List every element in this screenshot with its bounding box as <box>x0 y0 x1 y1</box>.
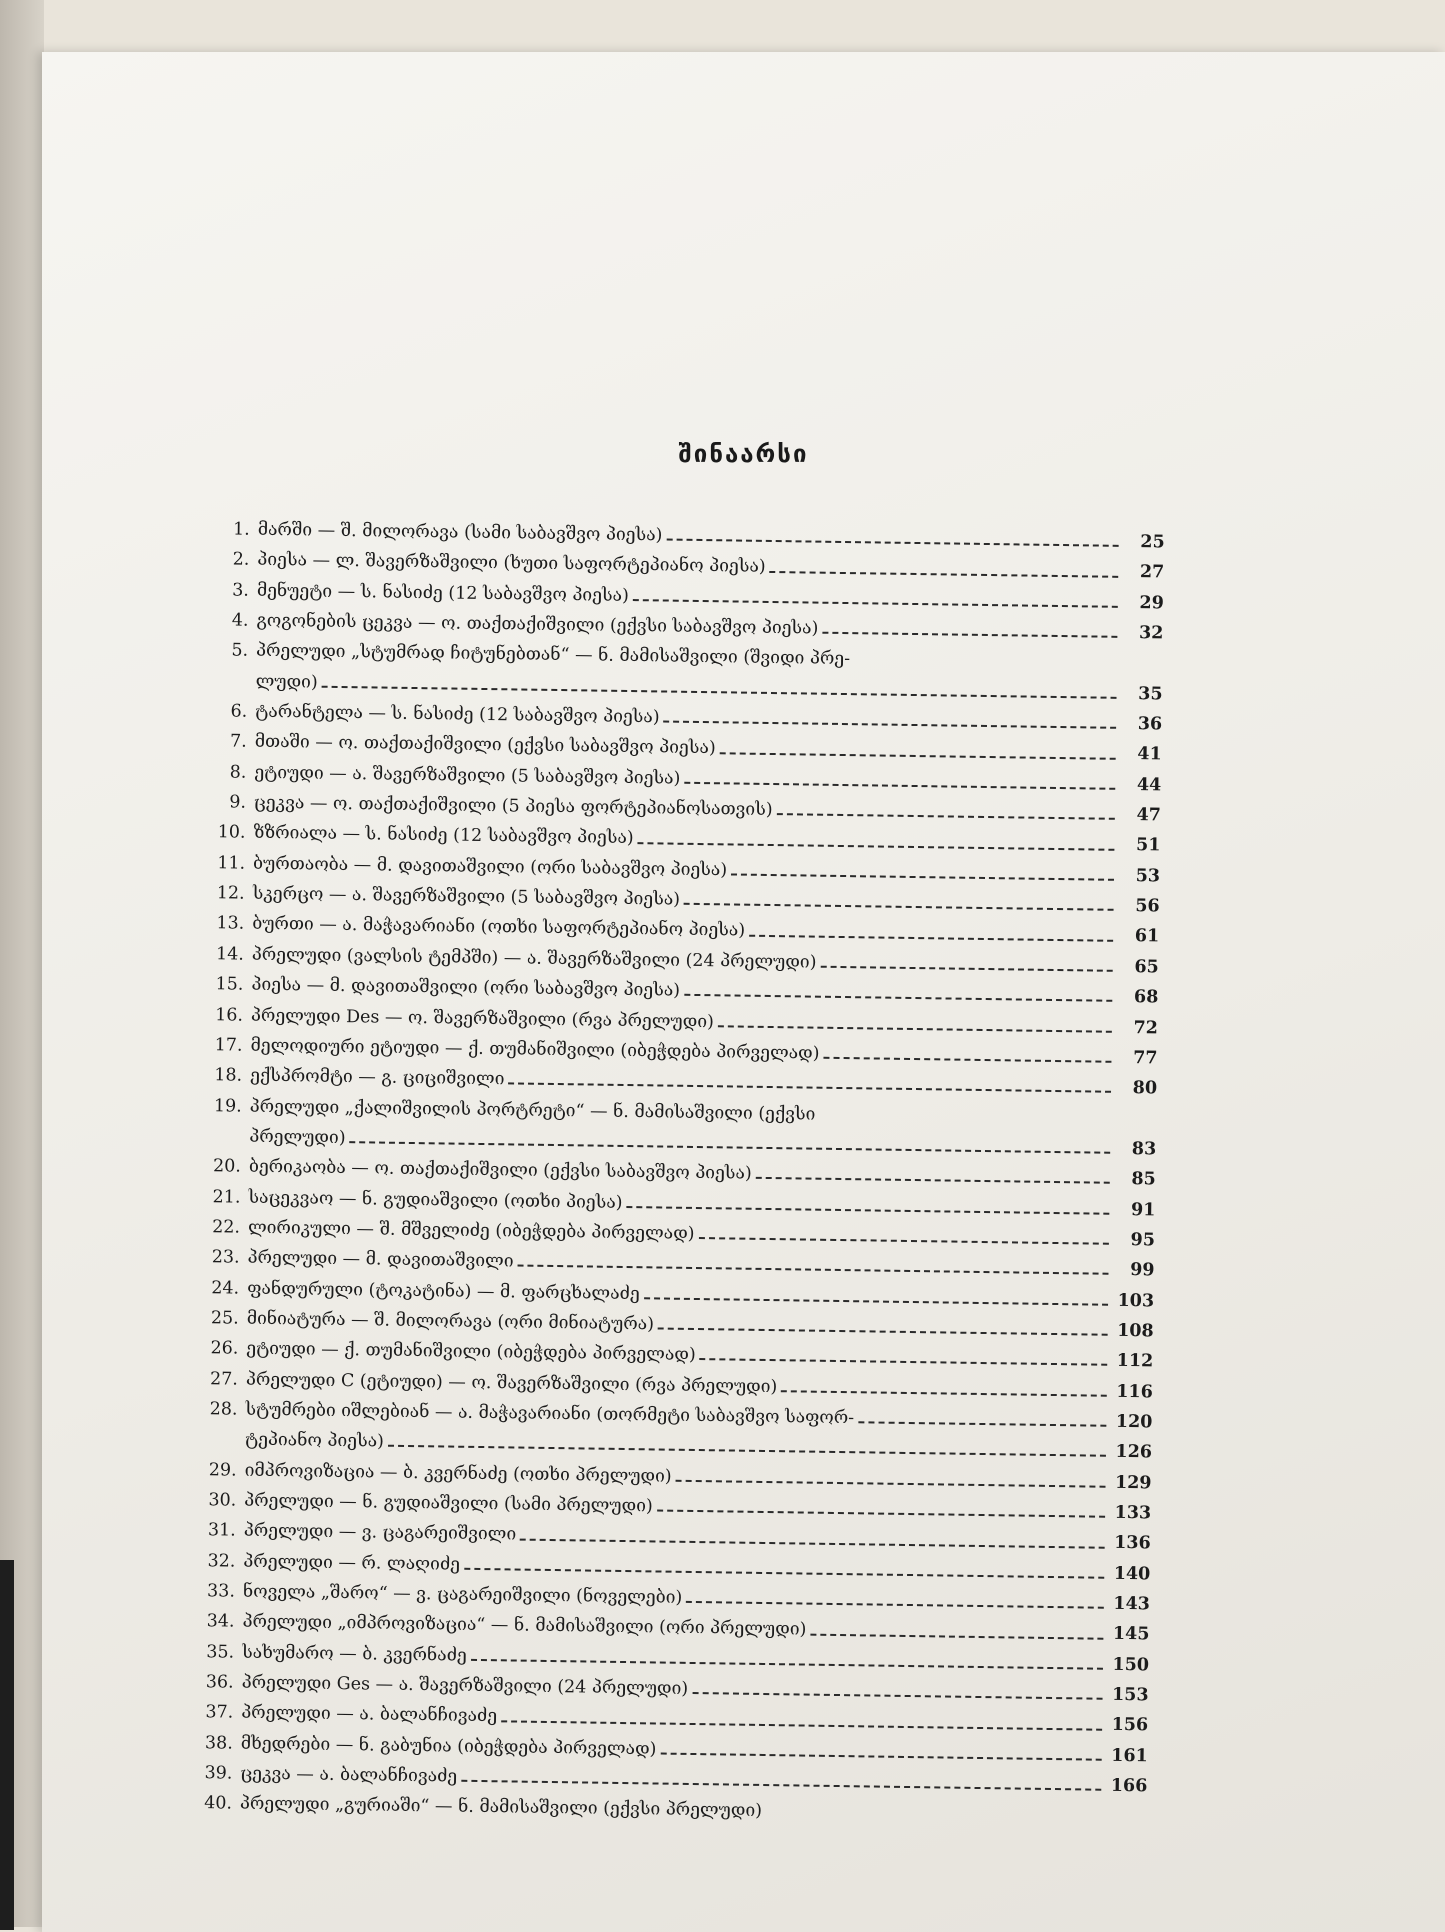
toc-entry-title: საცეკვაო — ნ. გუდიაშვილი (ოთხი პიესა) <box>248 1187 623 1213</box>
toc-entry-title: მინიატურა — შ. მილორავა (ორი მინიატურა) <box>246 1308 655 1335</box>
toc-dot-leader <box>756 1177 1110 1184</box>
toc-dot-leader <box>508 1083 1111 1093</box>
toc-dot-leader <box>684 994 1112 1002</box>
toc-entry-title: პრელუდი „იმპროვიზაცია“ — ნ. მამისაშვილი (ორი პრელუდი) <box>242 1612 807 1640</box>
toc-entry-page-number: 156 <box>1111 1715 1149 1736</box>
toc-entry-number: 18. <box>214 1065 243 1086</box>
toc-entry-page-number: 36 <box>1137 714 1163 735</box>
toc-dot-leader <box>501 1720 1102 1730</box>
toc-entry-page-number: 145 <box>1112 1624 1150 1645</box>
toc-entry-number: 17. <box>214 1035 243 1056</box>
toc-entry-title: სკერცო — ა. შავერზაშვილი (5 საბავშვო პიესა) <box>252 883 681 910</box>
toc-entry-page-number: 44 <box>1136 774 1162 796</box>
toc-dot-leader <box>676 1480 1106 1488</box>
toc-entry-page-number: 153 <box>1111 1684 1149 1706</box>
toc-entry-title: იმპროვიზაცია — ბ. კვერნაძე (ოთხი პრელუდი) <box>244 1460 672 1487</box>
toc-entry-number: 20. <box>212 1156 242 1177</box>
toc-entry-number: 14. <box>215 944 244 965</box>
toc-entry-title: ცეკვა — ა. ბალანჩივაძე <box>240 1763 458 1787</box>
toc-dot-leader <box>461 1780 1101 1791</box>
toc-entry-number: 15. <box>215 974 244 995</box>
book-page <box>42 52 1445 1932</box>
toc-entry-title: პიესა — მ. დავითაშვილი (ორი საბავშვო პიესა) <box>251 974 681 1001</box>
toc-dot-leader <box>520 1538 1105 1548</box>
toc-entry-number: 36. <box>205 1672 234 1693</box>
toc-entry-page-number: 136 <box>1114 1533 1151 1554</box>
toc-dot-leader <box>388 1445 1106 1457</box>
toc-entry-page-number: 32 <box>1138 623 1164 644</box>
toc-entry-number: 5. <box>231 640 249 662</box>
toc-entry-number: 27. <box>209 1368 239 1390</box>
toc-entry-page-number: 83 <box>1131 1138 1157 1160</box>
toc-entry-title: პრელუდი — ვ. ცაგარეიშვილი <box>243 1521 517 1545</box>
toc-dot-leader <box>684 903 1114 911</box>
toc-entry-page-number: 95 <box>1130 1229 1156 1251</box>
toc-entry-title: გოგონების ცეკვა — ო. თაქთაქიშვილი (ექვსი საბავშვო პიესა) <box>256 610 819 639</box>
toc-entry-page-number: 80 <box>1132 1078 1158 1099</box>
toc-dot-leader <box>633 599 1118 608</box>
toc-entry-title: ექსპრომტი — გ. ციციშვილი <box>250 1065 505 1090</box>
toc-entry-number: 31. <box>207 1520 236 1541</box>
table-of-contents <box>182 514 1165 1832</box>
toc-entry-title: სტუმრები იშლებიან — ა. მაჭავარიანი (თორმეტი საბავშვო საფორ- <box>245 1399 855 1429</box>
toc-dot-leader <box>626 1206 1109 1215</box>
toc-entry-page-number: 41 <box>1137 744 1162 765</box>
toc-entry-page-number: 166 <box>1110 1775 1148 1797</box>
toc-entry-page-number: 29 <box>1139 592 1164 614</box>
toc-entry-page-number: 77 <box>1132 1047 1158 1069</box>
toc-entry-number: 30. <box>208 1490 237 1511</box>
toc-entry-page-number: 25 <box>1140 532 1165 553</box>
toc-entry-title: პრელუდი Ges — ა. შავერზაშვილი (24 პრელუდი) <box>241 1672 689 1699</box>
toc-entry-title: პრელუდი) <box>249 1126 346 1148</box>
toc-entry-number: 2. <box>232 549 250 571</box>
toc-entry-title: პრელუდი — ა. ბალანჩივაძე <box>241 1703 498 1727</box>
toc-entry-number: 29. <box>208 1459 237 1481</box>
toc-dot-leader <box>720 752 1116 760</box>
toc-entry-title: ბურთი — ა. მაჭავარიანი (ოთხი საფორტეპიანო პიესა) <box>252 914 746 942</box>
toc-entry-page-number: 143 <box>1113 1593 1151 1615</box>
toc-entry-number: 40. <box>204 1793 233 1815</box>
toc-entry-title: პრელუდი (ვალსის ტემპში) — ა. შავერზაშვილი (24 პრელუდი) <box>251 944 817 973</box>
toc-entry-title: პრელუდი C (ეტიუდი) — ო. შავერზაშვილი (რვა პრელუდი) <box>245 1369 778 1397</box>
toc-dot-leader <box>350 1141 1111 1154</box>
toc-dot-leader <box>858 1421 1106 1426</box>
toc-entry-page-number: 35 <box>1138 683 1163 705</box>
toc-dot-leader <box>822 632 1117 638</box>
toc-entry-title: მარში — შ. მილორავა (სამი საბავშვო პიესა) <box>257 519 663 546</box>
toc-dot-leader <box>718 1025 1112 1033</box>
toc-dot-leader <box>820 966 1112 972</box>
toc-dot-leader <box>823 1057 1111 1063</box>
toc-entry-title: მხედრები — ნ. გაბუნია (იბეჭდება პირველად) <box>240 1733 657 1760</box>
page-title: შინაარსი <box>678 440 809 468</box>
toc-entry-title: პრელუდი — რ. ლაღიძე <box>243 1551 461 1575</box>
toc-dot-leader <box>700 1359 1108 1367</box>
toc-dot-leader <box>664 721 1117 729</box>
toc-entry-page-number: 150 <box>1112 1654 1150 1676</box>
toc-entry-title: ლუდი) <box>255 671 318 693</box>
toc-entry-number: 22. <box>212 1217 241 1238</box>
toc-entry-number: 23. <box>211 1247 240 1268</box>
toc-entry-title: პრელუდი „ქალიშვილის პორტრეტი“ — ნ. მამისაშვილი (ექვსი <box>249 1096 816 1125</box>
toc-entry-number: 19. <box>213 1095 242 1117</box>
toc-entry-title: პრელუდი — მ. დავითაშვილი <box>247 1247 514 1272</box>
toc-entry-page-number: 91 <box>1130 1199 1156 1220</box>
toc-entry-page-number: 56 <box>1135 896 1160 917</box>
toc-entry-number: 10. <box>217 822 246 844</box>
toc-dot-leader <box>684 782 1115 790</box>
toc-dot-leader <box>686 1601 1104 1609</box>
toc-entry-page-number: 72 <box>1133 1017 1159 1038</box>
toc-entry-number: 38. <box>204 1732 233 1754</box>
toc-dot-leader <box>777 813 1115 820</box>
toc-entry-title: სახუმარო — ბ. კვერნაძე <box>241 1642 467 1666</box>
toc-entry-title: ეტიუდი — ქ. თუმანიშვილი (იბეჭდება პირველად) <box>246 1339 696 1366</box>
toc-entry-title: პრელუდი Des — ო. შავერზაშვილი (რვა პრელუდი) <box>250 1005 715 1032</box>
toc-entry-title: ნოველა „შარო“ — ვ. ცაგარეიშვილი (ნოველები) <box>242 1581 683 1608</box>
toc-dot-leader <box>666 539 1118 547</box>
toc-entry-number: 26. <box>210 1338 239 1359</box>
toc-entry-page-number: 85 <box>1131 1169 1156 1190</box>
toc-entry-page-number: 108 <box>1117 1320 1154 1342</box>
toc-entry-title: ცეკვა — ო. თაქთაქიშვილი (5 პიესა ფორტეპიანოსათვის) <box>253 792 773 821</box>
toc-entry-title: ლირიკული — შ. მშველიძე (იბეჭდება პირველად) <box>247 1217 695 1244</box>
toc-entry-number: 3. <box>232 580 250 601</box>
toc-entry-page-number: 103 <box>1117 1290 1155 1311</box>
toc-entry-title: მელოდიური ეტიუდი — ქ. თუმანიშვილი (იბეჭდება პირველად) <box>250 1035 820 1064</box>
toc-entry-page-number: 126 <box>1115 1442 1153 1463</box>
toc-entry-number: 16. <box>215 1004 244 1026</box>
toc-dot-leader <box>660 1752 1101 1760</box>
toc-entry-page-number: 99 <box>1130 1260 1155 1281</box>
toc-entry-number: 11. <box>217 853 246 874</box>
toc-entry-title: პრელუდი „სტუმრად ჩიტუნებთან“ — ნ. მამისაშვილი (შვიდი პრე- <box>255 641 851 670</box>
toc-entry-number: 35. <box>206 1641 235 1663</box>
toc-dot-leader <box>471 1659 1103 1670</box>
toc-entry-number: 6. <box>230 701 248 722</box>
toc-entry-page-number: 68 <box>1133 987 1159 1008</box>
toc-dot-leader <box>692 1692 1102 1700</box>
toc-entry-number: 1. <box>232 519 250 540</box>
toc-entry-number: 37. <box>205 1702 234 1723</box>
toc-entry-page-number: 161 <box>1111 1745 1148 1767</box>
toc-entry-number: 12. <box>216 883 245 904</box>
toc-dot-leader <box>810 1633 1103 1639</box>
toc-entry-page-number: 116 <box>1116 1381 1153 1403</box>
toc-entry-number: 25. <box>210 1308 239 1329</box>
toc-entry-number: 9. <box>229 792 247 813</box>
toc-entry-page-number: 53 <box>1135 865 1161 887</box>
toc-dot-leader <box>657 1510 1105 1518</box>
toc-entry-title: მთაში — ო. თაქთაქიშვილი (ექვსი საბავშვო პიესა) <box>254 732 716 759</box>
toc-entry-page-number: 112 <box>1116 1351 1154 1372</box>
toc-dot-leader <box>464 1568 1104 1579</box>
toc-entry-number: 28. <box>209 1399 238 1420</box>
toc-entry-title: ბურთაობა — მ. დავითაშვილი (ორი საბავშვო პიესა) <box>252 853 728 881</box>
toc-entry-page-number: 129 <box>1114 1472 1152 1494</box>
toc-entry-page-number: 27 <box>1139 562 1165 583</box>
toc-entry-number: 34. <box>206 1611 235 1632</box>
toc-entry-number: 32. <box>207 1550 236 1572</box>
toc-dot-leader <box>731 873 1114 880</box>
toc-dot-leader <box>781 1390 1107 1397</box>
toc-entry-page-number: 120 <box>1115 1411 1153 1433</box>
toc-dot-leader <box>517 1265 1108 1275</box>
toc-entry-title: მენუეტი — ს. ნასიძე (12 საბავშვო პიესა) <box>256 580 630 606</box>
toc-entry-number: 21. <box>212 1186 241 1208</box>
toc-entry-number: 39. <box>204 1763 233 1784</box>
toc-entry-title: პრელუდი „გურიაში“ — ნ. მამისაშვილი (ექვსი პრელუდი) <box>239 1794 763 1822</box>
toc-entry-page-number: 47 <box>1136 805 1162 826</box>
toc-dot-leader <box>749 934 1113 941</box>
toc-entry-title: პრელუდი — ნ. გუდიაშვილი (სამი პრელუდი) <box>244 1490 653 1517</box>
toc-entry-number: 33. <box>206 1581 236 1602</box>
toc-dot-leader <box>770 570 1119 577</box>
toc-entry-number: 7. <box>229 731 247 753</box>
toc-entry-page-number: 140 <box>1113 1563 1151 1585</box>
toc-dot-leader <box>699 1237 1109 1245</box>
toc-entry-title: ფანდურული (ტოკატინა) — მ. ფარცხალაძე <box>247 1278 640 1304</box>
toc-entry-page-number: 133 <box>1114 1502 1152 1524</box>
toc-entry-title: ბერიკაობა — ო. თაქთაქიშვილი (ექვსი საბავშვო პიესა) <box>248 1156 752 1184</box>
toc-entry-page-number: 65 <box>1134 956 1159 978</box>
toc-entry-title: ტეპიანო პიესა) <box>244 1430 385 1452</box>
toc-dot-leader <box>638 842 1115 851</box>
toc-entry-number: 4. <box>231 610 249 631</box>
toc-entry-number: 24. <box>211 1277 240 1299</box>
desk-edge-shadow <box>0 1560 14 1930</box>
toc-entry-title: ზზრიალა — ს. ნასიძე (12 საბავშვო პიესა) <box>253 823 634 849</box>
toc-dot-leader <box>644 1297 1108 1305</box>
toc-entry-title: ტარანტელა — ს. ნასიძე (12 საბავშვო პიესა) <box>255 701 660 728</box>
toc-entry-number: 13. <box>216 913 245 935</box>
toc-entry-page-number: 61 <box>1134 926 1160 947</box>
toc-entry-number: 8. <box>229 762 247 783</box>
toc-dot-leader <box>322 686 1117 699</box>
toc-entry-title: ეტიუდი — ა. შავერზაშვილი (5 საბავშვო პიესა) <box>254 762 681 789</box>
toc-entry-page-number: 51 <box>1135 835 1161 856</box>
toc-entry-title: პიესა — ლ. შავერზაშვილი (ხუთი საფორტეპიანო პიესა) <box>257 550 766 578</box>
toc-dot-leader <box>658 1328 1108 1336</box>
